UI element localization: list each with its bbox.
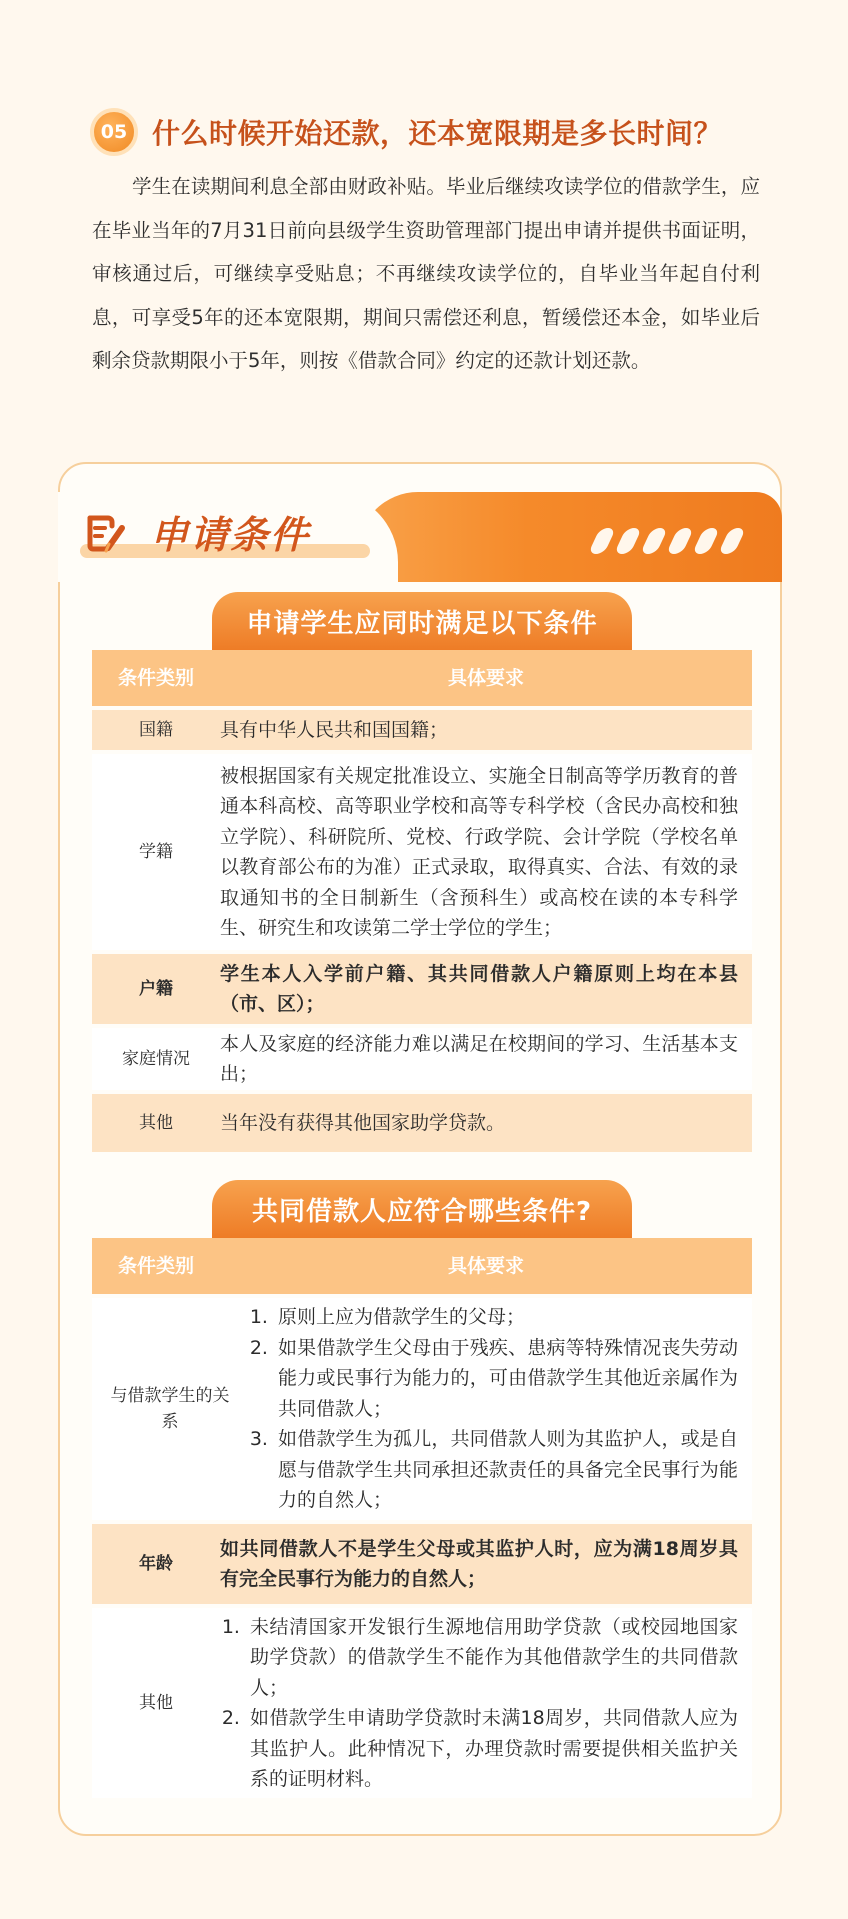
col-header-category: 条件类别 (117, 1255, 194, 1277)
row-requirement (248, 1298, 752, 1520)
card-banner (58, 492, 782, 582)
table1-heading: 申请学生应同时满足以下条件 (212, 592, 632, 650)
row-requirement: 被根据国家有关规定批准设立、实施全日制高等学历教育的普通本科高校、高等职业学校和高等专科学校（含民办高校和独立学院）、科研院所、党校、行政学院、会计学院（学校名单以教育部公布的为准）正式录取，取得真实、合法、有效的录取通知书的全日制新生（含预科生）或高校在读的本专科学生、研究生和攻读第二学士学位的学生； (220, 764, 738, 939)
row-category: 学籍 (139, 842, 173, 862)
col-header-requirement: 具体要求 (447, 1254, 524, 1277)
row-requirement: 当年没有获得其他国家助学贷款。 (220, 1111, 506, 1134)
table-row (92, 1094, 752, 1152)
question-header (90, 110, 722, 154)
list-item: 2. 如果借款学生父母由于残疾、患病等特殊情况丧失劳动能力或民事行为能力的，可由借款学生其他近亲属作为共同借款人； (274, 1333, 738, 1425)
list-item: 2. 如借款学生申请助学贷款时未满18周岁，共同借款人应为其监护人。此种情况下，办理贷款时需要提供相关监护关系的证明材料。 (246, 1703, 738, 1795)
row-category: 年龄 (139, 1554, 173, 1574)
table-row (92, 954, 752, 1024)
table-row (92, 1608, 752, 1798)
question-number-badge: 05 (90, 108, 138, 156)
list-item: 3. 如借款学生为孤儿，共同借款人则为其监护人，或是自愿与借款学生共同承担还款责任的具备完全民事行为能力的自然人； (274, 1424, 738, 1516)
student-conditions-table (92, 650, 752, 1156)
row-category: 国籍 (139, 720, 173, 740)
row-category: 与借款学生的关系 (110, 1386, 230, 1432)
banner-orange-band (358, 492, 782, 582)
card-title: 申请条件 (150, 513, 311, 557)
requirement-list (248, 1302, 738, 1516)
table-row (92, 710, 752, 750)
col-header-requirement: 具体要求 (447, 666, 524, 689)
row-category: 家庭情况 (122, 1049, 190, 1069)
co-borrower-conditions-table (92, 1238, 752, 1802)
row-requirement: 学生本人入学前户籍、其共同借款人户籍原则上均在本县（市、区）； (220, 962, 738, 1015)
col-header-category: 条件类别 (117, 667, 194, 689)
row-category: 其他 (139, 1113, 173, 1133)
table-header-row (92, 1238, 752, 1294)
row-requirement (220, 1608, 752, 1798)
question-answer: 学生在读期间利息全部由财政补贴。毕业后继续攻读学位的借款学生，应在毕业当年的7月31日前向县级学生资助管理部门提出申请并提供书面证明，审核通过后，可继续享受贴息；不再继续攻读学位的，自毕业当年起自付利息，可享受5年的还本宽限期，期间只需偿还利息，暂缓偿还本金，如毕业后剩余贷款期限小于5年，则按《借款合同》约定的还款计划还款。 (92, 175, 760, 372)
row-requirement: 如共同借款人不是学生父母或其监护人时，应为满18周岁具有完全民事行为能力的自然人； (220, 1537, 738, 1590)
row-category: 其他 (139, 1693, 173, 1713)
row-requirement: 本人及家庭的经济能力难以满足在校期间的学习、生活基本支出； (220, 1032, 738, 1085)
table2-heading: 共同借款人应符合哪些条件? (212, 1180, 632, 1238)
edit-note-icon (82, 510, 128, 556)
row-requirement: 具有中华人民共和国国籍； (220, 718, 449, 741)
question-title: 什么时候开始还款，还本宽限期是多长时间？ (152, 117, 723, 150)
table-row (92, 1028, 752, 1090)
table-row (92, 1524, 752, 1604)
decorative-stripes (594, 528, 740, 554)
requirement-list (220, 1612, 738, 1795)
table-header-row (92, 650, 752, 706)
list-item: 1. 原则上应为借款学生的父母； (274, 1302, 738, 1333)
table-row (92, 754, 752, 950)
table-row (92, 1298, 752, 1520)
list-item: 1. 未结清国家开发银行生源地信用助学贷款（或校园地国家助学贷款）的借款学生不能作为其他借款学生的共同借款人； (246, 1612, 738, 1704)
row-category: 户籍 (139, 979, 173, 999)
